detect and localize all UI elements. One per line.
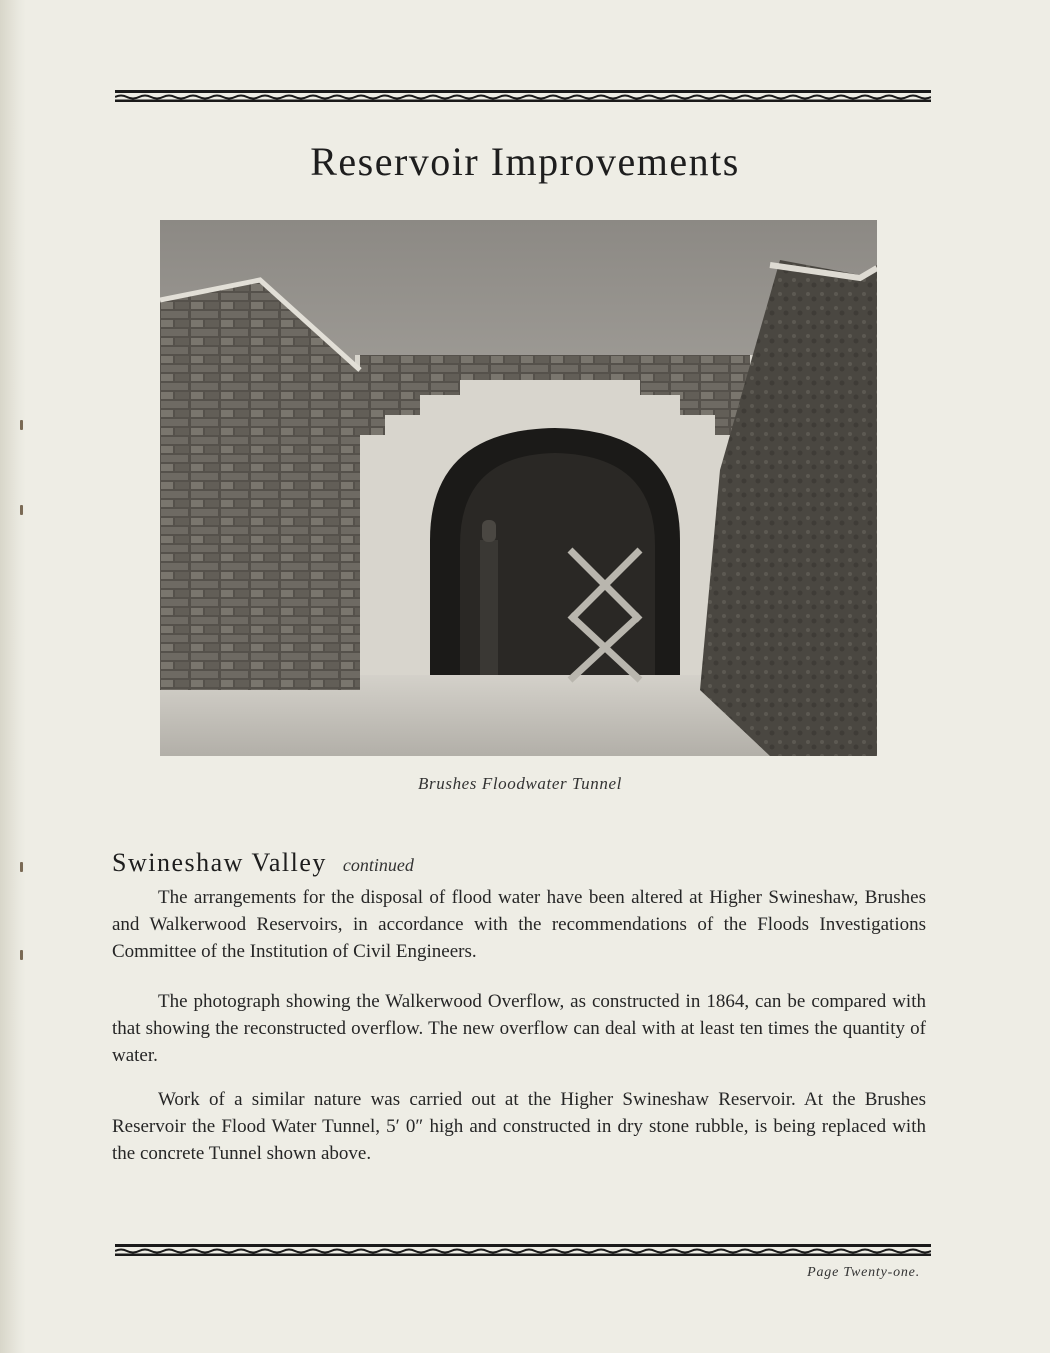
binding-stitch (20, 950, 23, 960)
binding-stitch (20, 420, 23, 430)
bottom-decorative-rule (115, 1244, 931, 1256)
body-paragraph: The arrangements for the disposal of flood water have been altered at Higher Swineshaw, Brushes and Walkerwood Reservoirs, in accordance with the recommendations of the Floods Investigations Committee of the Institution of Civil Engineers. (112, 887, 926, 962)
body-paragraph: The photograph showing the Walkerwood Overflow, as constructed in 1864, can be compared with that showing the reconstructed overflow. The new overflow can deal with at least ten times the quantity of water. (112, 991, 926, 1066)
page-binding-shadow (0, 0, 26, 1353)
page-title: Reservoir Improvements (310, 139, 740, 184)
section-heading-note: continued (342, 855, 414, 875)
section-heading (112, 848, 414, 878)
binding-stitch (20, 505, 23, 515)
body-paragraph: Work of a similar nature was carried out at the Higher Swineshaw Reservoir. At the Brushes Reservoir the Flood Water Tunnel, 5′ 0″ high and constructed in dry stone rubble, is being replaced with the concrete Tunnel shown above. (112, 1089, 926, 1164)
tunnel-photograph (160, 220, 877, 756)
page-number: Page Twenty-one. (807, 1265, 920, 1280)
binding-stitch (20, 862, 23, 872)
section-heading-title: Swineshaw Valley (112, 848, 327, 877)
photo-caption: Brushes Floodwater Tunnel (418, 774, 622, 793)
top-decorative-rule (115, 90, 931, 102)
